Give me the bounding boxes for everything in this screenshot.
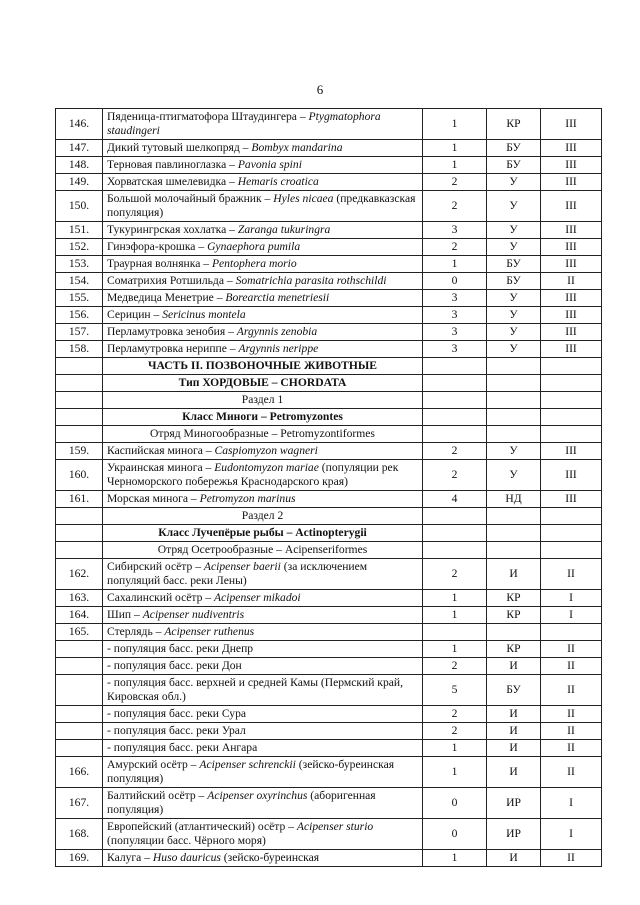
species-name-cell	[103, 641, 423, 658]
status-cell: У	[487, 324, 541, 341]
empty-number-cell	[56, 375, 103, 392]
species-name: Перламутровка нериппе –	[107, 342, 236, 355]
latin-name: Argynnis zenobia	[236, 325, 318, 338]
species-name-cell	[103, 491, 423, 508]
category-cell: 3	[423, 307, 487, 324]
empty-cell	[541, 358, 602, 375]
empty-number-cell	[56, 542, 103, 559]
latin-name: Acipenser sturio	[296, 820, 374, 833]
species-name: Каспийская минога –	[107, 444, 212, 457]
species-name: Украинская минога –	[107, 461, 212, 474]
row-number	[56, 641, 103, 658]
row-number: 147.	[56, 140, 103, 157]
priority-cell: III	[541, 157, 602, 174]
species-name: Серицин –	[107, 308, 160, 321]
species-name-cell	[103, 788, 423, 819]
species-name: Траурная волнянка –	[107, 257, 210, 270]
empty-cell	[541, 375, 602, 392]
table-row	[56, 140, 602, 157]
table-row	[56, 590, 602, 607]
category-cell: 1	[423, 850, 487, 867]
section-subheading: Отряд Осетрообразные – Acipenseriformes	[103, 542, 423, 559]
priority-cell: II	[541, 675, 602, 706]
table-row	[56, 788, 602, 819]
table-row	[56, 273, 602, 290]
species-name: Медведица Менетрие –	[107, 291, 223, 304]
species-name: Шип –	[107, 608, 140, 621]
row-number: 164.	[56, 607, 103, 624]
category-cell: 4	[423, 491, 487, 508]
status-cell: БУ	[487, 157, 541, 174]
row-number	[56, 658, 103, 675]
species-name: Перламутровка зенобия –	[107, 325, 234, 338]
species-name-cell	[103, 443, 423, 460]
priority-cell: I	[541, 590, 602, 607]
empty-cell	[423, 358, 487, 375]
row-number: 162.	[56, 559, 103, 590]
priority-cell: I	[541, 607, 602, 624]
priority-cell	[541, 624, 602, 641]
table-row	[56, 109, 602, 140]
table-row	[56, 559, 602, 590]
table-row	[56, 239, 602, 256]
latin-name: Acipenser schrenckii	[199, 758, 296, 771]
category-cell: 2	[423, 706, 487, 723]
latin-name: Sericinus montela	[162, 308, 246, 321]
table-row	[56, 658, 602, 675]
species-name: Балтийский осётр –	[107, 789, 205, 802]
species-name-cell	[103, 624, 423, 641]
species-name: Пяденица-птигматофора Штаудингера –	[107, 110, 306, 123]
species-name-cell	[103, 239, 423, 256]
table-row	[56, 290, 602, 307]
latin-name: Huso dauricus	[152, 851, 221, 864]
category-cell: 5	[423, 675, 487, 706]
priority-cell: III	[541, 174, 602, 191]
species-name-cell	[103, 658, 423, 675]
empty-number-cell	[56, 508, 103, 525]
species-name-cell	[103, 706, 423, 723]
species-name-cell	[103, 740, 423, 757]
latin-name: Hemaris croatica	[237, 175, 319, 188]
latin-name: Eudontomyzon mariae	[214, 461, 319, 474]
category-cell: 1	[423, 590, 487, 607]
table-row	[56, 256, 602, 273]
latin-name: Hyles nicaea	[273, 192, 334, 205]
row-number: 165.	[56, 624, 103, 641]
section-heading: ЧАСТЬ II. ПОЗВОНОЧНЫЕ ЖИВОТНЫЕ	[103, 358, 423, 375]
status-cell: У	[487, 174, 541, 191]
priority-cell: II	[541, 559, 602, 590]
species-name: - популяция басс. реки Урал	[107, 724, 246, 737]
empty-cell	[423, 525, 487, 542]
row-number	[56, 723, 103, 740]
category-cell: 3	[423, 324, 487, 341]
latin-name: Zaranga tukuringra	[237, 223, 331, 236]
latin-name: Acipenser mikadoi	[214, 591, 301, 604]
species-name-cell	[103, 324, 423, 341]
row-number: 157.	[56, 324, 103, 341]
latin-name: Caspiomyzon wagneri	[214, 444, 318, 457]
status-cell: И	[487, 559, 541, 590]
latin-name: Acipenser nudiventris	[142, 608, 245, 621]
row-number: 168.	[56, 819, 103, 850]
species-name-cell	[103, 460, 423, 491]
row-number: 156.	[56, 307, 103, 324]
row-number: 169.	[56, 850, 103, 867]
status-cell: И	[487, 658, 541, 675]
priority-cell: III	[541, 140, 602, 157]
priority-cell: II	[541, 850, 602, 867]
species-name: Сибирский осётр –	[107, 560, 202, 573]
species-name: Калуга –	[107, 851, 151, 864]
empty-number-cell	[56, 409, 103, 426]
category-cell: 3	[423, 341, 487, 358]
species-note: (популяции басс. Чёрного моря)	[107, 834, 266, 847]
table-row	[56, 460, 602, 491]
species-note: (популяции рек Черноморского побережья Краснодарского края)	[107, 461, 399, 488]
table-row	[56, 819, 602, 850]
empty-cell	[423, 426, 487, 443]
status-cell: У	[487, 222, 541, 239]
species-name-cell	[103, 607, 423, 624]
empty-cell	[423, 508, 487, 525]
row-number: 155.	[56, 290, 103, 307]
priority-cell: III	[541, 443, 602, 460]
latin-name: Pavonia spini	[237, 158, 302, 171]
row-number: 154.	[56, 273, 103, 290]
table-row	[56, 358, 602, 375]
category-cell: 1	[423, 140, 487, 157]
table-row	[56, 850, 602, 867]
row-number: 150.	[56, 191, 103, 222]
section-heading: Класс Лучепёрые рыбы – Actinopterygii	[103, 525, 423, 542]
status-cell: БУ	[487, 273, 541, 290]
empty-number-cell	[56, 525, 103, 542]
priority-cell: III	[541, 109, 602, 140]
table-row	[56, 491, 602, 508]
species-name: - популяция басс. реки Ангара	[107, 741, 258, 754]
species-name-cell	[103, 819, 423, 850]
species-name-cell	[103, 290, 423, 307]
empty-number-cell	[56, 426, 103, 443]
species-note: (за исключением популяций басс. реки Лены)	[107, 560, 368, 587]
category-cell: 1	[423, 109, 487, 140]
species-name-cell	[103, 140, 423, 157]
row-number: 163.	[56, 590, 103, 607]
species-name-cell	[103, 256, 423, 273]
status-cell: У	[487, 341, 541, 358]
priority-cell: III	[541, 491, 602, 508]
row-number: 146.	[56, 109, 103, 140]
category-cell: 2	[423, 191, 487, 222]
species-name-cell	[103, 109, 423, 140]
empty-cell	[541, 525, 602, 542]
row-number: 160.	[56, 460, 103, 491]
latin-name: Gynaephora pumila	[207, 240, 301, 253]
row-number	[56, 706, 103, 723]
status-cell: КР	[487, 607, 541, 624]
row-number: 153.	[56, 256, 103, 273]
row-number: 152.	[56, 239, 103, 256]
species-name-cell	[103, 191, 423, 222]
status-cell: КР	[487, 641, 541, 658]
status-cell: БУ	[487, 675, 541, 706]
species-name: Гинэфора-крошка –	[107, 240, 205, 253]
row-number: 159.	[56, 443, 103, 460]
priority-cell: II	[541, 641, 602, 658]
empty-cell	[541, 392, 602, 409]
priority-cell: II	[541, 706, 602, 723]
species-name: - популяция басс. верхней и средней Камы (Пермский край, Кировская обл.)	[107, 676, 403, 703]
table-row	[56, 341, 602, 358]
status-cell: У	[487, 290, 541, 307]
category-cell: 3	[423, 222, 487, 239]
section-subheading: Раздел 1	[103, 392, 423, 409]
species-name: Соматрихия Ротшильда –	[107, 274, 233, 287]
empty-cell	[541, 426, 602, 443]
table-row	[56, 222, 602, 239]
species-name-cell	[103, 273, 423, 290]
latin-name: Acipenser ruthenus	[164, 625, 255, 638]
status-cell: У	[487, 191, 541, 222]
category-cell: 0	[423, 819, 487, 850]
status-cell: КР	[487, 109, 541, 140]
species-name-cell	[103, 723, 423, 740]
priority-cell: II	[541, 740, 602, 757]
latin-name: Ptygmatophora staudingeri	[107, 110, 381, 137]
category-cell: 0	[423, 273, 487, 290]
species-name: - популяция басс. реки Днепр	[107, 642, 254, 655]
species-name: Тукурингрская хохлатка –	[107, 223, 235, 236]
species-name-cell	[103, 341, 423, 358]
species-name-cell	[103, 757, 423, 788]
empty-cell	[541, 542, 602, 559]
species-name-cell	[103, 675, 423, 706]
table-row	[56, 542, 602, 559]
species-note: (предкавказская популяция)	[107, 192, 416, 219]
table-row	[56, 157, 602, 174]
table-row	[56, 675, 602, 706]
species-name-cell	[103, 590, 423, 607]
species-name: - популяция басс. реки Дон	[107, 659, 242, 672]
status-cell	[487, 624, 541, 641]
section-heading: Тип ХОРДОВЫЕ – CHORDATA	[103, 375, 423, 392]
status-cell: И	[487, 757, 541, 788]
empty-cell	[487, 358, 541, 375]
empty-cell	[487, 375, 541, 392]
status-cell: У	[487, 443, 541, 460]
table-row	[56, 740, 602, 757]
latin-name: Pentophera morio	[211, 257, 297, 270]
empty-cell	[423, 542, 487, 559]
empty-cell	[541, 409, 602, 426]
section-subheading: Раздел 2	[103, 508, 423, 525]
category-cell: 1	[423, 256, 487, 273]
status-cell: И	[487, 740, 541, 757]
table-row	[56, 174, 602, 191]
species-table	[55, 108, 602, 867]
category-cell: 1	[423, 757, 487, 788]
row-number	[56, 675, 103, 706]
status-cell: У	[487, 239, 541, 256]
category-cell: 2	[423, 723, 487, 740]
empty-cell	[487, 542, 541, 559]
priority-cell: I	[541, 819, 602, 850]
table-row	[56, 641, 602, 658]
category-cell: 1	[423, 641, 487, 658]
category-cell	[423, 624, 487, 641]
priority-cell: III	[541, 191, 602, 222]
priority-cell: III	[541, 239, 602, 256]
table-row	[56, 375, 602, 392]
table-row	[56, 624, 602, 641]
category-cell: 2	[423, 460, 487, 491]
priority-cell: III	[541, 290, 602, 307]
page-number: 6	[316, 82, 324, 97]
species-note: (аборигенная популяция)	[107, 789, 376, 816]
status-cell: У	[487, 460, 541, 491]
species-name-cell	[103, 222, 423, 239]
latin-name: Argynnis nerippe	[238, 342, 319, 355]
table-row	[56, 426, 602, 443]
species-name: - популяция басс. реки Сура	[107, 707, 247, 720]
status-cell: ИР	[487, 788, 541, 819]
empty-cell	[487, 525, 541, 542]
species-name: Амурский осётр –	[107, 758, 197, 771]
section-heading: Класс Миноги – Petromyzontes	[103, 409, 423, 426]
table-row	[56, 307, 602, 324]
latin-name: Acipenser oxyrinchus	[207, 789, 308, 802]
category-cell: 1	[423, 157, 487, 174]
species-name-cell	[103, 307, 423, 324]
empty-cell	[487, 508, 541, 525]
latin-name: Acipenser baerii	[203, 560, 281, 573]
status-cell: БУ	[487, 140, 541, 157]
empty-cell	[423, 375, 487, 392]
category-cell: 3	[423, 290, 487, 307]
table-row	[56, 706, 602, 723]
table-row	[56, 392, 602, 409]
empty-cell	[541, 508, 602, 525]
species-name-cell	[103, 850, 423, 867]
status-cell: ИР	[487, 819, 541, 850]
empty-number-cell	[56, 392, 103, 409]
priority-cell: III	[541, 324, 602, 341]
species-note: (зейско-буреинская	[223, 851, 320, 864]
species-name: Стерлядь –	[107, 625, 162, 638]
priority-cell: III	[541, 222, 602, 239]
species-name: Хорватская шмелевидка –	[107, 175, 235, 188]
empty-cell	[487, 409, 541, 426]
table-row	[56, 409, 602, 426]
empty-cell	[423, 409, 487, 426]
status-cell: КР	[487, 590, 541, 607]
empty-cell	[487, 392, 541, 409]
table-row	[56, 443, 602, 460]
priority-cell: II	[541, 757, 602, 788]
priority-cell: II	[541, 658, 602, 675]
priority-cell: II	[541, 273, 602, 290]
species-name-cell	[103, 174, 423, 191]
category-cell: 1	[423, 740, 487, 757]
row-number	[56, 740, 103, 757]
row-number: 151.	[56, 222, 103, 239]
category-cell: 2	[423, 174, 487, 191]
row-number: 149.	[56, 174, 103, 191]
latin-name: Borearctia menetriesii	[225, 291, 330, 304]
priority-cell: III	[541, 341, 602, 358]
category-cell: 1	[423, 607, 487, 624]
species-name: Терновая павлиноглазка –	[107, 158, 235, 171]
latin-name: Petromyzon marinus	[199, 492, 296, 505]
category-cell: 0	[423, 788, 487, 819]
row-number: 158.	[56, 341, 103, 358]
priority-cell: I	[541, 788, 602, 819]
status-cell: И	[487, 723, 541, 740]
status-cell: И	[487, 850, 541, 867]
section-subheading: Отряд Миногообразные – Petromyzontiformes	[103, 426, 423, 443]
empty-cell	[423, 392, 487, 409]
species-name: Сахалинский осётр –	[107, 591, 212, 604]
priority-cell: II	[541, 723, 602, 740]
status-cell: БУ	[487, 256, 541, 273]
category-cell: 2	[423, 239, 487, 256]
status-cell: И	[487, 706, 541, 723]
row-number: 148.	[56, 157, 103, 174]
species-name: Европейский (атлантический) осётр –	[107, 820, 294, 833]
species-name: Дикий тутовый шелкопряд –	[107, 141, 249, 154]
priority-cell: III	[541, 460, 602, 491]
row-number: 161.	[56, 491, 103, 508]
table-row	[56, 757, 602, 788]
empty-cell	[487, 426, 541, 443]
species-name-cell	[103, 157, 423, 174]
table-row	[56, 508, 602, 525]
empty-number-cell	[56, 358, 103, 375]
row-number: 167.	[56, 788, 103, 819]
table-row	[56, 324, 602, 341]
latin-name: Bombyx mandarina	[251, 141, 343, 154]
table-row	[56, 607, 602, 624]
species-name-cell	[103, 559, 423, 590]
category-cell: 2	[423, 443, 487, 460]
table-row	[56, 723, 602, 740]
table-row	[56, 525, 602, 542]
status-cell: У	[487, 307, 541, 324]
species-name: Большой молочайный бражник –	[107, 192, 271, 205]
species-table-body	[56, 109, 602, 867]
priority-cell: III	[541, 307, 602, 324]
priority-cell: III	[541, 256, 602, 273]
category-cell: 2	[423, 559, 487, 590]
table-row	[56, 191, 602, 222]
species-note: (зейско-буреинская популяция)	[107, 758, 395, 785]
category-cell: 2	[423, 658, 487, 675]
row-number: 166.	[56, 757, 103, 788]
latin-name: Somatrichia parasita rothschildi	[235, 274, 387, 287]
species-name: Морская минога –	[107, 492, 197, 505]
status-cell: НД	[487, 491, 541, 508]
